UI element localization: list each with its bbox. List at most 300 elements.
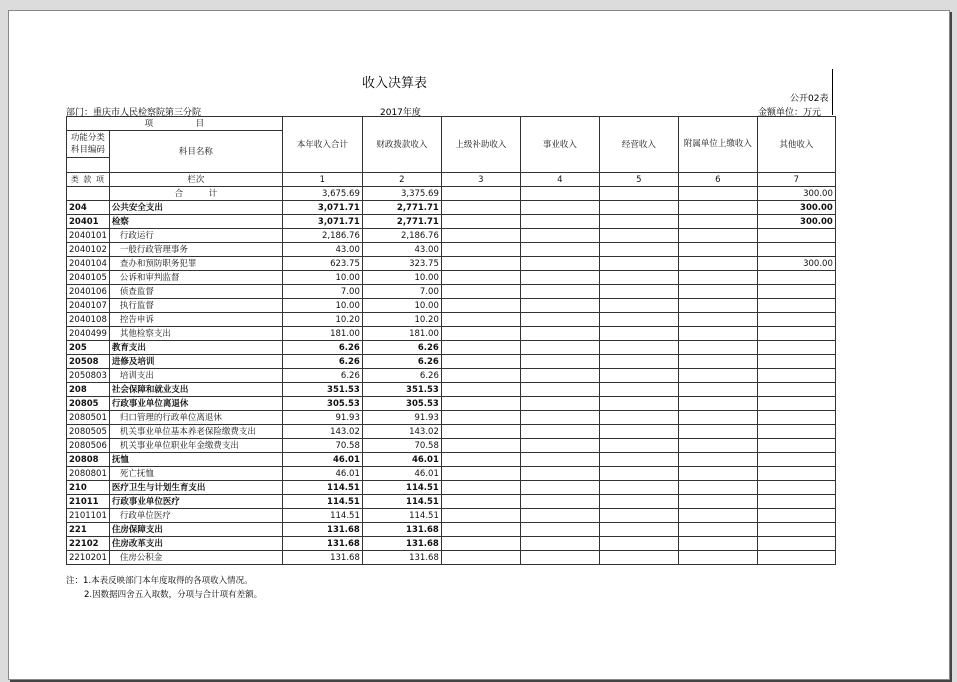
row-c1: 46.01	[282, 453, 362, 467]
row-name: 归口管理的行政单位离退休	[109, 411, 282, 425]
header-kuan: 款	[83, 174, 93, 184]
unit-label: 金额单位：万元	[758, 108, 822, 118]
row-c3	[441, 439, 520, 453]
row-c6	[678, 257, 757, 271]
row-code: 2040108	[67, 313, 110, 327]
row-name: 培训支出	[109, 369, 282, 383]
row-c7	[757, 243, 835, 257]
row-c2: 2,771.71	[362, 201, 441, 215]
total-c1: 3,675.69	[282, 187, 362, 201]
row-c7	[757, 229, 835, 243]
table-row	[67, 201, 836, 215]
row-code: 2080505	[67, 425, 110, 439]
row-c7	[757, 439, 835, 453]
row-name: 侦查监督	[109, 285, 282, 299]
row-c7	[757, 383, 835, 397]
row-c5	[599, 327, 678, 341]
row-name: 教育支出	[109, 341, 282, 355]
row-c7	[757, 271, 835, 285]
table-row	[67, 271, 836, 285]
row-c1: 46.01	[282, 467, 362, 481]
row-c3	[441, 313, 520, 327]
total-c4	[520, 187, 599, 201]
header-col-5: 经营收入	[599, 117, 678, 173]
row-c2: 43.00	[362, 243, 441, 257]
row-c2: 181.00	[362, 327, 441, 341]
row-c6	[678, 551, 757, 565]
row-code: 20808	[67, 453, 110, 467]
row-c6	[678, 299, 757, 313]
row-c2: 143.02	[362, 425, 441, 439]
col-num-1: 1	[282, 173, 362, 187]
header-subject-name: 科目名称	[109, 131, 282, 173]
row-code: 2210201	[67, 551, 110, 565]
row-c7	[757, 523, 835, 537]
row-c2: 305.53	[362, 397, 441, 411]
row-c1: 6.26	[282, 341, 362, 355]
row-c6	[678, 537, 757, 551]
row-code: 2040106	[67, 285, 110, 299]
row-c1: 181.00	[282, 327, 362, 341]
row-c7	[757, 299, 835, 313]
report-code: 公开02表	[790, 94, 829, 104]
row-c5	[599, 299, 678, 313]
row-name: 死亡抚恤	[109, 467, 282, 481]
row-c4	[520, 313, 599, 327]
row-c7	[757, 453, 835, 467]
department-label: 部门：重庆市人民检察院第三分院	[66, 108, 202, 118]
row-c5	[599, 355, 678, 369]
row-c1: 70.58	[282, 439, 362, 453]
col-num-4: 4	[520, 173, 599, 187]
row-c2: 114.51	[362, 509, 441, 523]
row-name: 行政单位医疗	[109, 509, 282, 523]
table-row	[67, 523, 836, 537]
table-row	[67, 299, 836, 313]
row-code: 2040101	[67, 229, 110, 243]
header-col-3: 上级补助收入	[441, 117, 520, 173]
row-c6	[678, 439, 757, 453]
row-c4	[520, 467, 599, 481]
row-c5	[599, 537, 678, 551]
row-c3	[441, 453, 520, 467]
row-c3	[441, 369, 520, 383]
row-c1: 114.51	[282, 481, 362, 495]
row-c6	[678, 467, 757, 481]
row-c6	[678, 383, 757, 397]
row-c7	[757, 369, 835, 383]
table-row	[67, 551, 836, 565]
row-name: 机关事业单位基本养老保险缴费支出	[109, 425, 282, 439]
row-c5	[599, 523, 678, 537]
row-c1: 10.20	[282, 313, 362, 327]
header-spacer	[67, 158, 110, 173]
row-c3	[441, 397, 520, 411]
row-c6	[678, 341, 757, 355]
table-row	[67, 327, 836, 341]
row-name: 行政事业单位离退休	[109, 397, 282, 411]
year-label: 2017年度	[380, 108, 421, 118]
row-c1: 623.75	[282, 257, 362, 271]
table-row	[67, 453, 836, 467]
table-row	[67, 467, 836, 481]
row-c7: 300.00	[757, 201, 835, 215]
row-c1: 114.51	[282, 495, 362, 509]
row-c5	[599, 383, 678, 397]
row-name: 住房改革支出	[109, 537, 282, 551]
row-code: 2040104	[67, 257, 110, 271]
row-c3	[441, 201, 520, 215]
row-c3	[441, 243, 520, 257]
table-row	[67, 229, 836, 243]
row-c6	[678, 425, 757, 439]
row-c4	[520, 327, 599, 341]
row-c6	[678, 285, 757, 299]
row-name: 行政事业单位医疗	[109, 495, 282, 509]
row-c1: 3,071.71	[282, 215, 362, 229]
row-c7	[757, 481, 835, 495]
row-code: 210	[67, 481, 110, 495]
row-c5	[599, 495, 678, 509]
total-label: 合 计	[109, 187, 282, 201]
row-c6	[678, 229, 757, 243]
row-code: 20401	[67, 215, 110, 229]
row-c2: 2,186.76	[362, 229, 441, 243]
table-row	[67, 243, 836, 257]
row-c7	[757, 495, 835, 509]
row-c3	[441, 509, 520, 523]
row-c1: 351.53	[282, 383, 362, 397]
row-c6	[678, 201, 757, 215]
row-c3	[441, 495, 520, 509]
row-c4	[520, 355, 599, 369]
row-c3	[441, 215, 520, 229]
col-num-2: 2	[362, 173, 441, 187]
row-c7	[757, 341, 835, 355]
row-c1: 43.00	[282, 243, 362, 257]
table-row	[67, 313, 836, 327]
row-c4	[520, 201, 599, 215]
row-c5	[599, 229, 678, 243]
col-num-3: 3	[441, 173, 520, 187]
row-c2: 10.00	[362, 271, 441, 285]
row-name: 一般行政管理事务	[109, 243, 282, 257]
row-c2: 351.53	[362, 383, 441, 397]
row-code: 2101101	[67, 509, 110, 523]
header-col-6: 附属单位上缴收入	[678, 117, 757, 173]
row-c6	[678, 369, 757, 383]
row-c2: 131.68	[362, 551, 441, 565]
row-c6	[678, 271, 757, 285]
table-row	[67, 397, 836, 411]
row-c4	[520, 439, 599, 453]
row-code: 2040107	[67, 299, 110, 313]
total-code	[67, 187, 110, 201]
row-c5	[599, 215, 678, 229]
row-c4	[520, 243, 599, 257]
row-c5	[599, 397, 678, 411]
row-c7	[757, 425, 835, 439]
row-c4	[520, 341, 599, 355]
note-1: 注：1.本表反映部门本年度取得的各项收入情况。	[66, 576, 253, 586]
row-c1: 2,186.76	[282, 229, 362, 243]
row-c5	[599, 271, 678, 285]
row-c4	[520, 453, 599, 467]
header-col-4: 事业收入	[520, 117, 599, 173]
header-col-1: 本年收入合计	[282, 117, 362, 173]
row-c3	[441, 327, 520, 341]
row-c3	[441, 257, 520, 271]
row-c1: 6.26	[282, 355, 362, 369]
table-row	[67, 481, 836, 495]
table-row	[67, 257, 836, 271]
row-c7	[757, 313, 835, 327]
row-c4	[520, 397, 599, 411]
row-c7	[757, 551, 835, 565]
row-c4	[520, 495, 599, 509]
row-c5	[599, 411, 678, 425]
row-c5	[599, 467, 678, 481]
row-c6	[678, 495, 757, 509]
table-row	[67, 285, 836, 299]
row-name: 执行监督	[109, 299, 282, 313]
row-c2: 10.00	[362, 299, 441, 313]
row-c5	[599, 257, 678, 271]
row-code: 221	[67, 523, 110, 537]
row-c4	[520, 551, 599, 565]
row-c3	[441, 341, 520, 355]
row-code: 2080501	[67, 411, 110, 425]
row-c5	[599, 201, 678, 215]
row-name: 医疗卫生与计划生育支出	[109, 481, 282, 495]
total-c6	[678, 187, 757, 201]
table-row	[67, 425, 836, 439]
row-name: 住房公积金	[109, 551, 282, 565]
row-code: 2080801	[67, 467, 110, 481]
row-c1: 3,071.71	[282, 201, 362, 215]
table-row	[67, 411, 836, 425]
total-c5	[599, 187, 678, 201]
row-name: 住房保障支出	[109, 523, 282, 537]
row-c1: 114.51	[282, 509, 362, 523]
row-c3	[441, 537, 520, 551]
row-c4	[520, 523, 599, 537]
row-c1: 10.00	[282, 299, 362, 313]
total-row	[67, 187, 836, 201]
row-code: 2040105	[67, 271, 110, 285]
row-c3	[441, 383, 520, 397]
row-c2: 2,771.71	[362, 215, 441, 229]
row-c5	[599, 341, 678, 355]
row-c3	[441, 285, 520, 299]
row-c1: 131.68	[282, 551, 362, 565]
row-c6	[678, 509, 757, 523]
row-c6	[678, 327, 757, 341]
row-c3	[441, 271, 520, 285]
row-name: 其他检察支出	[109, 327, 282, 341]
row-c7	[757, 397, 835, 411]
row-code: 20805	[67, 397, 110, 411]
header-lei-kuan-xiang	[67, 173, 110, 187]
row-name: 查办和预防职务犯罪	[109, 257, 282, 271]
row-c4	[520, 481, 599, 495]
table-row	[67, 355, 836, 369]
row-code: 205	[67, 341, 110, 355]
table-row	[67, 369, 836, 383]
row-c1: 143.02	[282, 425, 362, 439]
header-col-7: 其他收入	[757, 117, 835, 173]
row-c2: 6.26	[362, 369, 441, 383]
report-title: 收入决算表	[362, 76, 428, 91]
row-c1: 305.53	[282, 397, 362, 411]
row-name: 公诉和审判监督	[109, 271, 282, 285]
row-c4	[520, 299, 599, 313]
table-row	[67, 215, 836, 229]
row-name: 社会保障和就业支出	[109, 383, 282, 397]
row-c6	[678, 215, 757, 229]
row-code: 208	[67, 383, 110, 397]
header-func-code: 功能分类科目编码	[67, 131, 110, 158]
row-c2: 91.93	[362, 411, 441, 425]
col-num-5: 5	[599, 173, 678, 187]
row-c4	[520, 271, 599, 285]
row-c7	[757, 327, 835, 341]
row-c7	[757, 355, 835, 369]
row-c5	[599, 481, 678, 495]
row-c6	[678, 481, 757, 495]
row-c4	[520, 509, 599, 523]
row-c6	[678, 523, 757, 537]
header-item: 项 目	[67, 117, 283, 131]
row-c6	[678, 355, 757, 369]
row-c5	[599, 425, 678, 439]
header-col-2: 财政拨款收入	[362, 117, 441, 173]
row-c5	[599, 509, 678, 523]
table-row	[67, 495, 836, 509]
row-c2: 7.00	[362, 285, 441, 299]
row-name: 控告申诉	[109, 313, 282, 327]
row-c4	[520, 215, 599, 229]
row-c5	[599, 285, 678, 299]
row-c7	[757, 509, 835, 523]
row-c3	[441, 481, 520, 495]
total-c3	[441, 187, 520, 201]
row-c2: 131.68	[362, 523, 441, 537]
row-c3	[441, 411, 520, 425]
row-name: 进修及培训	[109, 355, 282, 369]
header-xiang: 项	[95, 174, 105, 184]
row-code: 2040499	[67, 327, 110, 341]
row-c2: 70.58	[362, 439, 441, 453]
right-border-line	[832, 69, 833, 115]
row-c3	[441, 425, 520, 439]
row-c7	[757, 411, 835, 425]
row-c5	[599, 369, 678, 383]
row-c5	[599, 551, 678, 565]
row-code: 20508	[67, 355, 110, 369]
row-c5	[599, 313, 678, 327]
row-c7	[757, 285, 835, 299]
row-c3	[441, 299, 520, 313]
row-c4	[520, 537, 599, 551]
row-c4	[520, 369, 599, 383]
row-name: 机关事业单位职业年金缴费支出	[109, 439, 282, 453]
row-c6	[678, 453, 757, 467]
row-c2: 6.26	[362, 355, 441, 369]
row-code: 2080506	[67, 439, 110, 453]
row-name: 行政运行	[109, 229, 282, 243]
row-c6	[678, 411, 757, 425]
row-code: 21011	[67, 495, 110, 509]
row-c5	[599, 243, 678, 257]
row-c6	[678, 313, 757, 327]
header-lei: 类	[70, 174, 80, 184]
row-c2: 46.01	[362, 467, 441, 481]
row-c3	[441, 523, 520, 537]
table-row	[67, 537, 836, 551]
note-2: 2.因数据四舍五入取数，分项与合计项有差额。	[84, 590, 263, 600]
row-c3	[441, 229, 520, 243]
row-c4	[520, 229, 599, 243]
row-c1: 131.68	[282, 523, 362, 537]
row-c1: 7.00	[282, 285, 362, 299]
row-c1: 10.00	[282, 271, 362, 285]
row-c2: 114.51	[362, 481, 441, 495]
row-c2: 323.75	[362, 257, 441, 271]
row-code: 2050803	[67, 369, 110, 383]
row-name: 公共安全支出	[109, 201, 282, 215]
income-table	[66, 116, 836, 565]
row-c2: 114.51	[362, 495, 441, 509]
table-row	[67, 439, 836, 453]
row-c5	[599, 453, 678, 467]
footnotes	[66, 574, 262, 602]
row-code: 204	[67, 201, 110, 215]
row-c1: 131.68	[282, 537, 362, 551]
row-c4	[520, 425, 599, 439]
table-row	[67, 341, 836, 355]
row-c7: 300.00	[757, 257, 835, 271]
row-c3	[441, 551, 520, 565]
row-c7: 300.00	[757, 215, 835, 229]
row-code: 2040102	[67, 243, 110, 257]
row-c4	[520, 257, 599, 271]
row-c4	[520, 285, 599, 299]
table-row	[67, 509, 836, 523]
row-c6	[678, 397, 757, 411]
row-c1: 91.93	[282, 411, 362, 425]
row-c3	[441, 467, 520, 481]
row-c2: 10.20	[362, 313, 441, 327]
row-c2: 46.01	[362, 453, 441, 467]
row-code: 22102	[67, 537, 110, 551]
row-c4	[520, 383, 599, 397]
row-c7	[757, 467, 835, 481]
table-row	[67, 383, 836, 397]
total-c2: 3,375.69	[362, 187, 441, 201]
row-c6	[678, 243, 757, 257]
row-c3	[441, 355, 520, 369]
row-c7	[757, 537, 835, 551]
col-num-7: 7	[757, 173, 835, 187]
row-name: 检察	[109, 215, 282, 229]
row-c2: 6.26	[362, 341, 441, 355]
row-name: 抚恤	[109, 453, 282, 467]
row-c2: 131.68	[362, 537, 441, 551]
row-c5	[599, 439, 678, 453]
row-c1: 6.26	[282, 369, 362, 383]
row-c4	[520, 411, 599, 425]
